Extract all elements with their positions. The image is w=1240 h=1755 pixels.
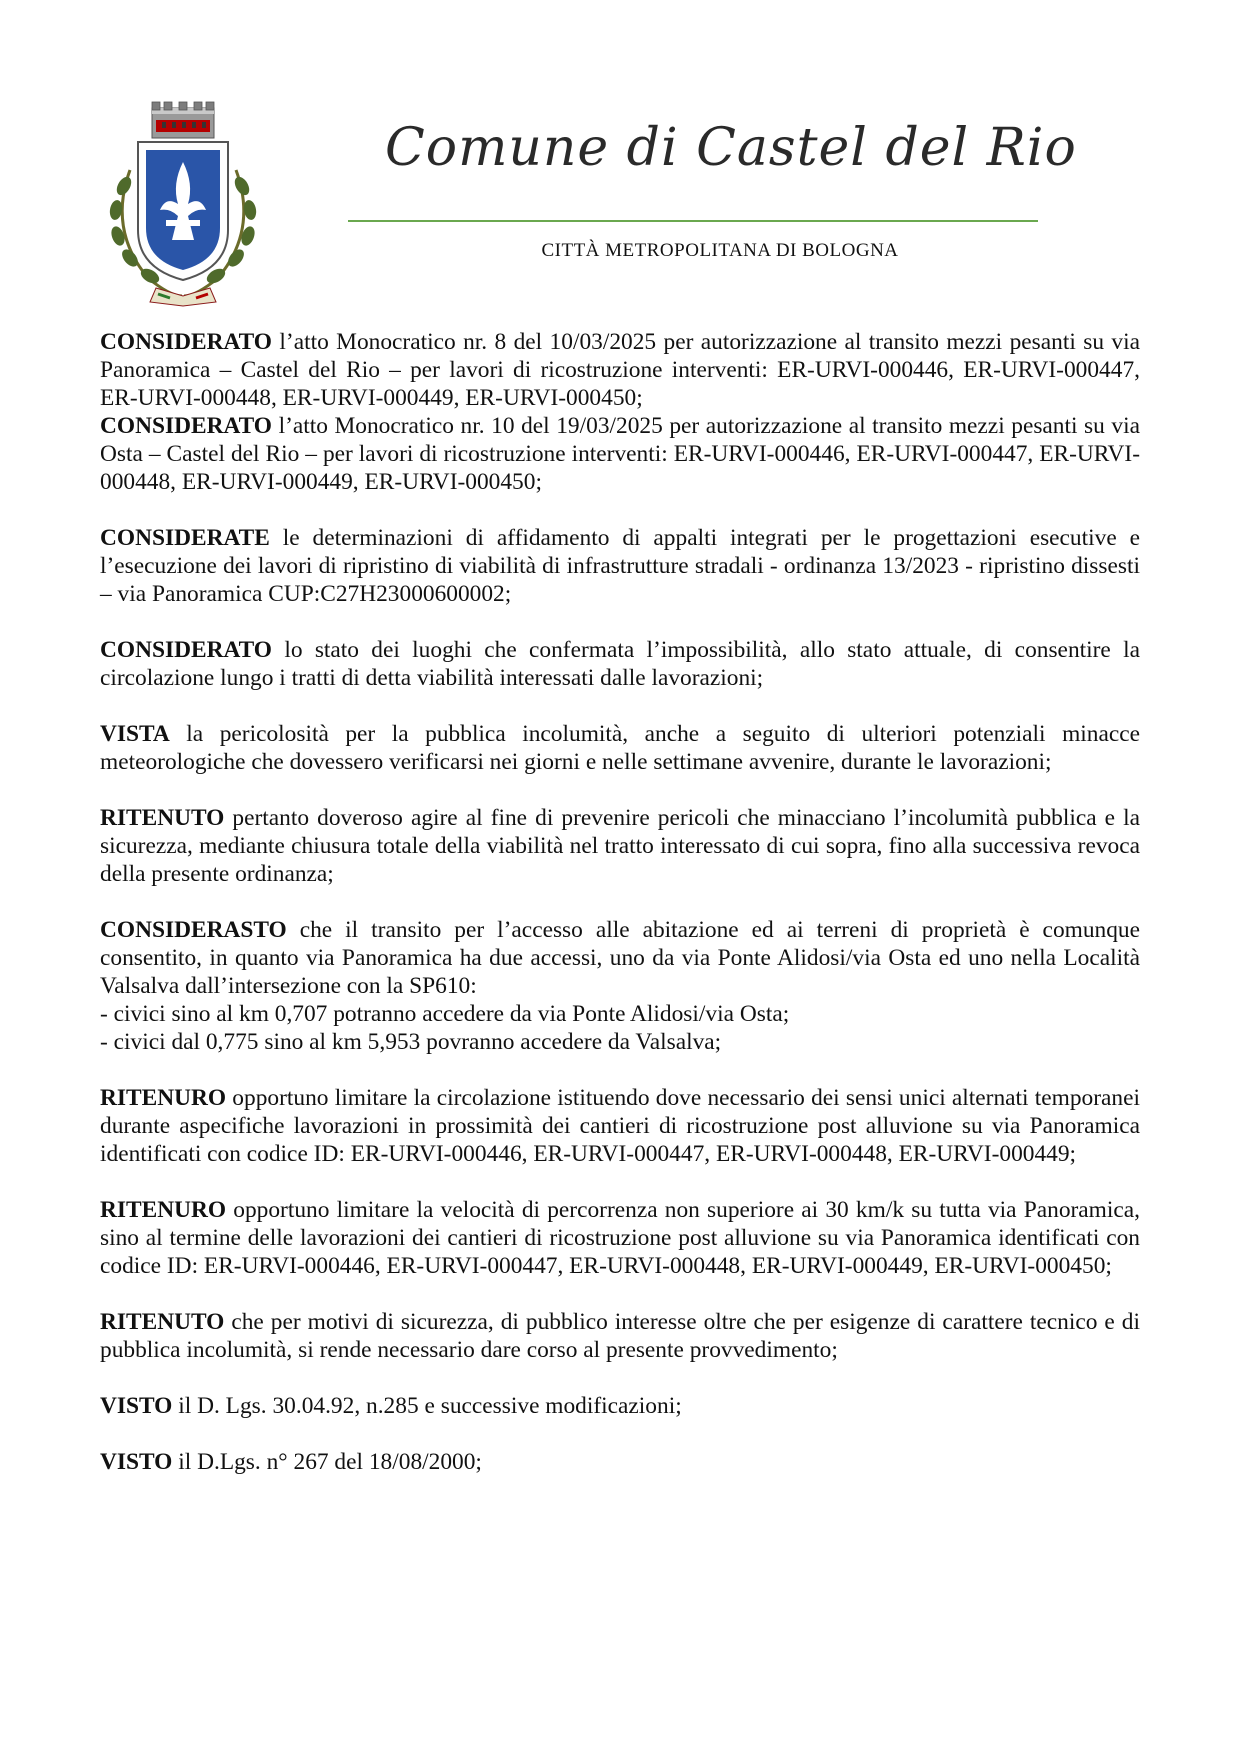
header-divider (348, 220, 1038, 222)
header-title: Comune di Castel del Rio (385, 118, 1077, 178)
paragraph-text: che per motivi di sicurezza, di pubblico interesse oltre che per esigenze di carattere tecnico e di pubblica incolumità, si rende necessario dare corso al presente provvedimento; (100, 1309, 1140, 1363)
paragraph-text: opportuno limitare la velocità di percorrenza non superiore ai 30 km/k su tutta via Panoramica, sino al termine delle lavorazioni dei cantieri di ricostruzione post alluvione su via Panoramica identificati con codice ID: ER-URVI-000446, ER-URVI-000447, ER-URVI-000448, ER-URVI-000449, ER-URVI-000450; (100, 1197, 1140, 1279)
paragraph (100, 636, 1140, 692)
document-body (100, 328, 1140, 1504)
paragraph-lead: RITENURO (100, 1197, 227, 1223)
paragraph (100, 804, 1140, 888)
paragraph (100, 1448, 1140, 1476)
paragraph-text: il D.Lgs. n° 267 del 18/08/2000; (172, 1449, 482, 1475)
paragraph-lead: VISTO (100, 1449, 173, 1475)
paragraph-text: la pericolosità per la pubblica incolumità, anche a seguito di ulteriori potenziali minacce meteorologiche che dovessero verificarsi nei giorni e nelle settimane avvenire, durante le lavorazioni; (100, 721, 1140, 775)
paragraph (100, 328, 1140, 412)
paragraph (100, 1084, 1140, 1168)
paragraph-lead: CONSIDERASTO (100, 917, 287, 943)
paragraph (100, 720, 1140, 776)
paragraph-text: le determinazioni di affidamento di appalti integrati per le progettazioni esecutive e l’esecuzione dei lavori di ripristino di viabilità di infrastrutture stradali - ordinanza 13/2023 - ripristino dissesti – via Panoramica CUP:C27H23000600002; (100, 525, 1140, 607)
paragraph-text: opportuno limitare la circolazione istituendo dove necessario dei sensi unici alternati temporanei durante aspecifiche lavorazioni in prossimità dei cantieri di ricostruzione post alluvione su via Panoramica identificati con codice ID: ER-URVI-000446, ER-URVI-000447, ER-URVI-000448, ER-URVI-000449; (100, 1085, 1140, 1167)
paragraph (100, 1196, 1140, 1280)
paragraph-text: lo stato dei luoghi che confermata l’impossibilità, allo stato attuale, di consentire la circolazione lungo i tratti di detta viabilità interessati dalle lavorazioni; (100, 637, 1140, 691)
paragraph-lead: CONSIDERATO (100, 637, 273, 663)
list-item: - civici sino al km 0,707 potranno accedere da via Ponte Alidosi/via Osta; (100, 1001, 790, 1027)
paragraph-lead: RITENUTO (100, 1309, 225, 1335)
paragraph-text: l’atto Monocratico nr. 10 del 19/03/2025 per autorizzazione al transito mezzi pesanti su via Osta – Castel del Rio – per lavori di ricostruzione interventi: ER-URVI-000446, ER-URVI-000447, ER-URVI-000448, ER-URVI-000449, ER-URVI-000450; (100, 413, 1140, 495)
paragraph (100, 916, 1140, 1056)
paragraph-lead: VISTO (100, 1393, 173, 1419)
paragraph (100, 1392, 1140, 1420)
paragraph-lead: CONSIDERATO (100, 329, 273, 355)
header-subtitle: CITTÀ METROPOLITANA DI BOLOGNA (541, 240, 899, 261)
paragraph (100, 524, 1140, 608)
paragraph-lead: CONSIDERATE (100, 525, 270, 551)
municipal-coat-of-arms-icon (100, 100, 265, 310)
paragraph-text: l’atto Monocratico nr. 8 del 10/03/2025 per autorizzazione al transito mezzi pesanti su via Panoramica – Castel del Rio – per lavori di ricostruzione interventi: ER-URVI-000446, ER-URVI-000447, ER-URVI-000448, ER-URVI-000449, ER-URVI-000450; (100, 329, 1140, 411)
paragraph-text: che il transito per l’accesso alle abitazione ed ai terreni di proprietà è comunque consentito, in quanto via Panoramica ha due accessi, uno da via Ponte Alidosi/via Osta ed uno nella Località Valsalva dall’intersezione con la SP610: (100, 917, 1140, 999)
paragraph (100, 1308, 1140, 1364)
paragraph-lead: CONSIDERATO (100, 413, 273, 439)
paragraph-lead: VISTA (100, 721, 170, 747)
paragraph-lead: RITENURO (100, 1085, 227, 1111)
paragraph-lead: RITENUTO (100, 805, 225, 831)
paragraph-text: pertanto doveroso agire al fine di prevenire pericoli che minacciano l’incolumità pubblica e la sicurezza, mediante chiusura totale della viabilità nel tratto interessato di cui sopra, fino alla successiva revoca della presente ordinanza; (100, 805, 1140, 887)
list-item: - civici dal 0,775 sino al km 5,953 povranno accedere da Valsalva; (100, 1029, 722, 1055)
paragraph-text: il D. Lgs. 30.04.92, n.285 e successive modificazioni; (172, 1393, 682, 1419)
paragraph (100, 412, 1140, 496)
